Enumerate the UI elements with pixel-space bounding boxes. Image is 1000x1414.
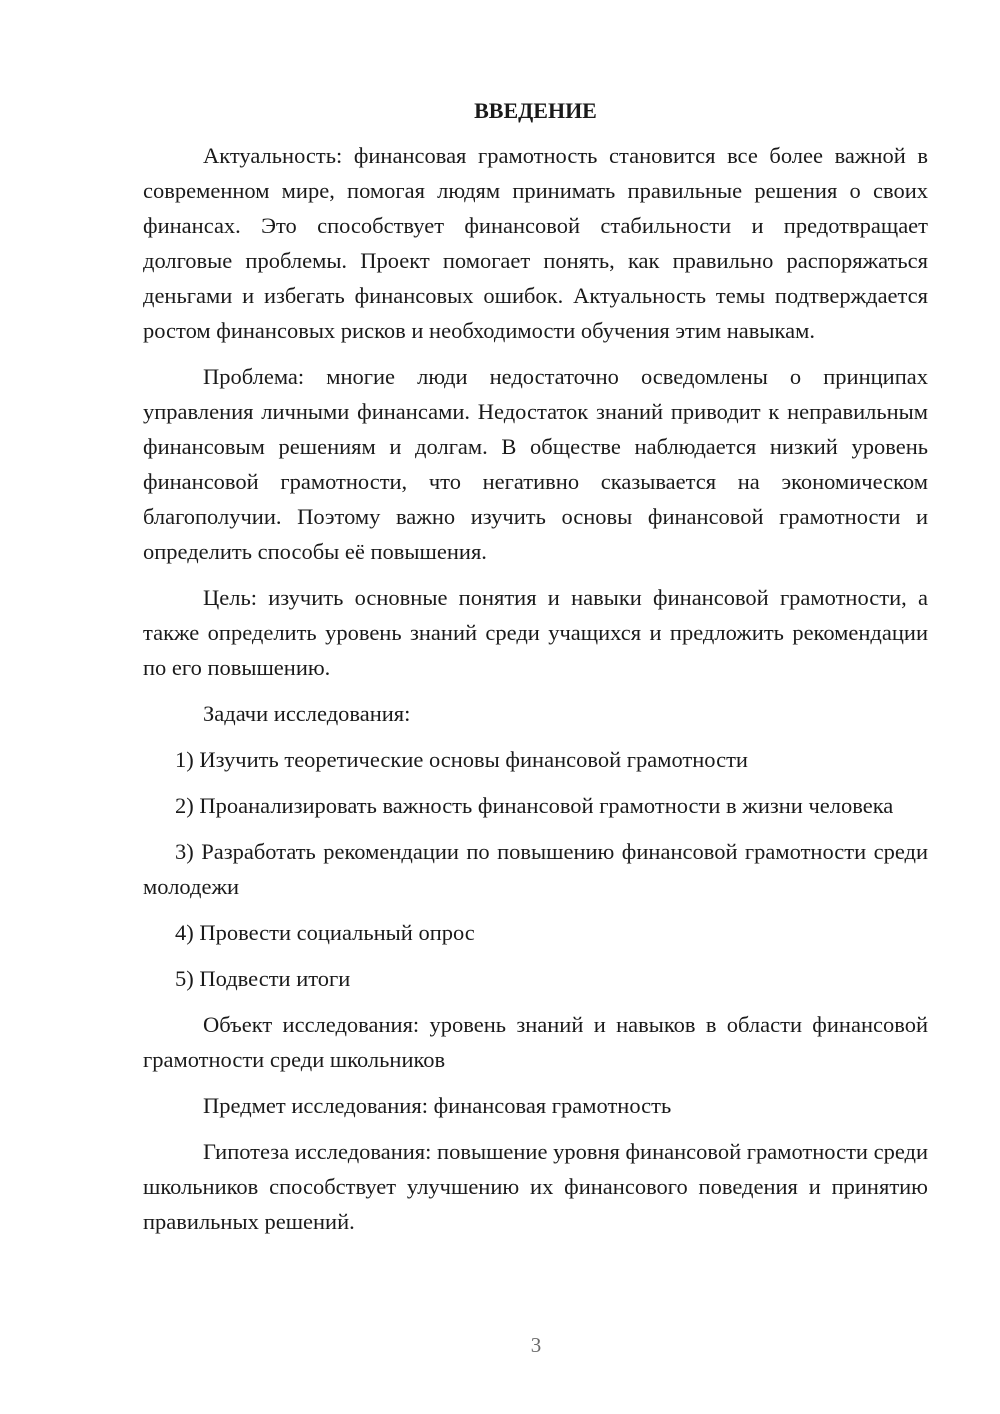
page-number: 3 [530,1333,542,1357]
document-title: ВВЕДЕНИЕ [474,98,597,123]
paragraph-hypothesis: Гипотеза исследования: повышение уровня финансовой грамотности среди школьников способствует улучшению их финансового поведения и принятию правильных решений. [143,1139,929,1234]
tasks-heading: Задачи исследования: [203,701,411,726]
task-item-2: 2) Проанализировать важность финансовой грамотности в жизни человека [175,793,894,818]
paragraph-subject: Предмет исследования: финансовая грамотность [203,1093,672,1118]
task-item-3: 3) Разработать рекомендации по повышению финансовой грамотности среди молодежи [143,839,928,899]
task-item-5: 5) Подвести итоги [175,966,351,991]
task-item-4: 4) Провести социальный опрос [175,920,475,945]
paragraph-object: Объект исследования: уровень знаний и навыков в области финансовой грамотности среди школьников [143,1012,928,1072]
paragraph-problem: Проблема: многие люди недостаточно осведомлены о принципах управления личными финансами. Недостаток знаний приводит к неправильным финансовым решениям и долгам. В обществе наблюдается низкий уровень финансовой грамотности, что негативно сказывается на экономическом благополучии. Поэтому важно изучить основы финансовой грамотности и определить способы её повышения. [143,364,928,564]
task-item-1: 1) Изучить теоретические основы финансовой грамотности [175,747,748,772]
paragraph-goal: Цель: изучить основные понятия и навыки финансовой грамотности, а также определить уровень знаний среди учащихся и предложить рекомендации по его повышению. [143,585,928,680]
document-page [143,96,928,1250]
paragraph-relevance: Актуальность: финансовая грамотность становится все более важной в современном мире, помогая людям принимать правильные решения о своих финансах. Это способствует финансовой стабильности и предотвращает долговые проблемы. Проект помогает понять, как правильно распоряжаться деньгами и избегать финансовых ошибок. Актуальность темы подтверждается ростом финансовых рисков и необходимости обучения этим навыкам. [143,143,928,343]
